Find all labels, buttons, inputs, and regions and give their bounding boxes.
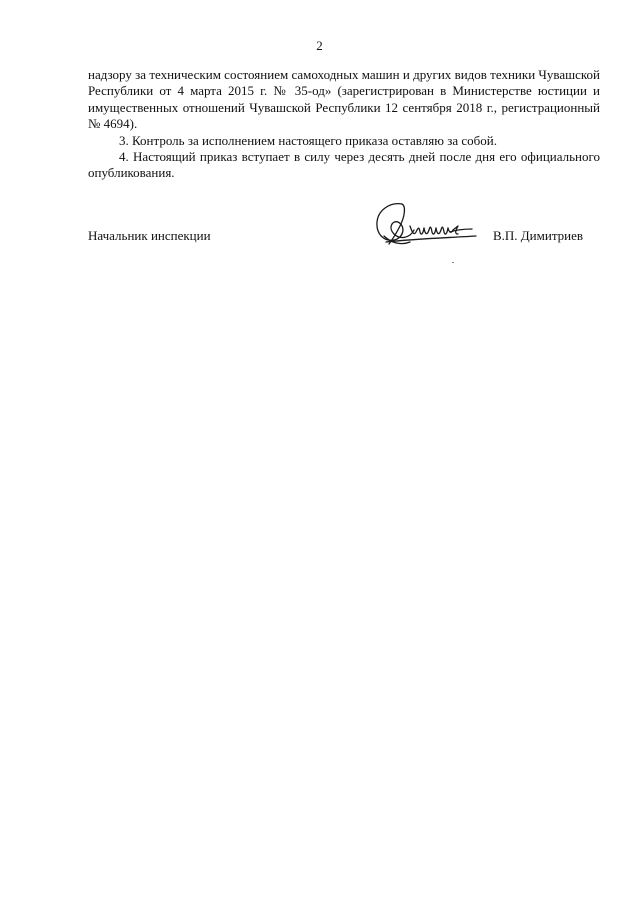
- paragraph-item-3: 3. Контроль за исполнением настоящего приказа оставляю за собой.: [119, 132, 497, 148]
- page-number: 2: [316, 38, 323, 53]
- paragraph-item-4: 4. Настоящий приказ вступает в силу через десять дней после дня его официального опубликования.: [88, 149, 600, 181]
- signatory-name: В.П. Димитриев: [493, 228, 584, 243]
- paragraph-continuation: надзору за техническим состоянием самоходных машин и других видов техники Чувашской Республики от 4 марта 2015 г. № 35-од» (зарегистрирован в Министерстве юстиции и имущественных отношений Чувашской Республики 12 сентября 2018 г., регистрационный № 4694).: [88, 67, 600, 132]
- signatory-position: Начальник инспекции: [88, 228, 211, 243]
- handwritten-signature: [372, 196, 482, 254]
- scan-speck: [452, 262, 454, 263]
- document-body: [88, 67, 600, 182]
